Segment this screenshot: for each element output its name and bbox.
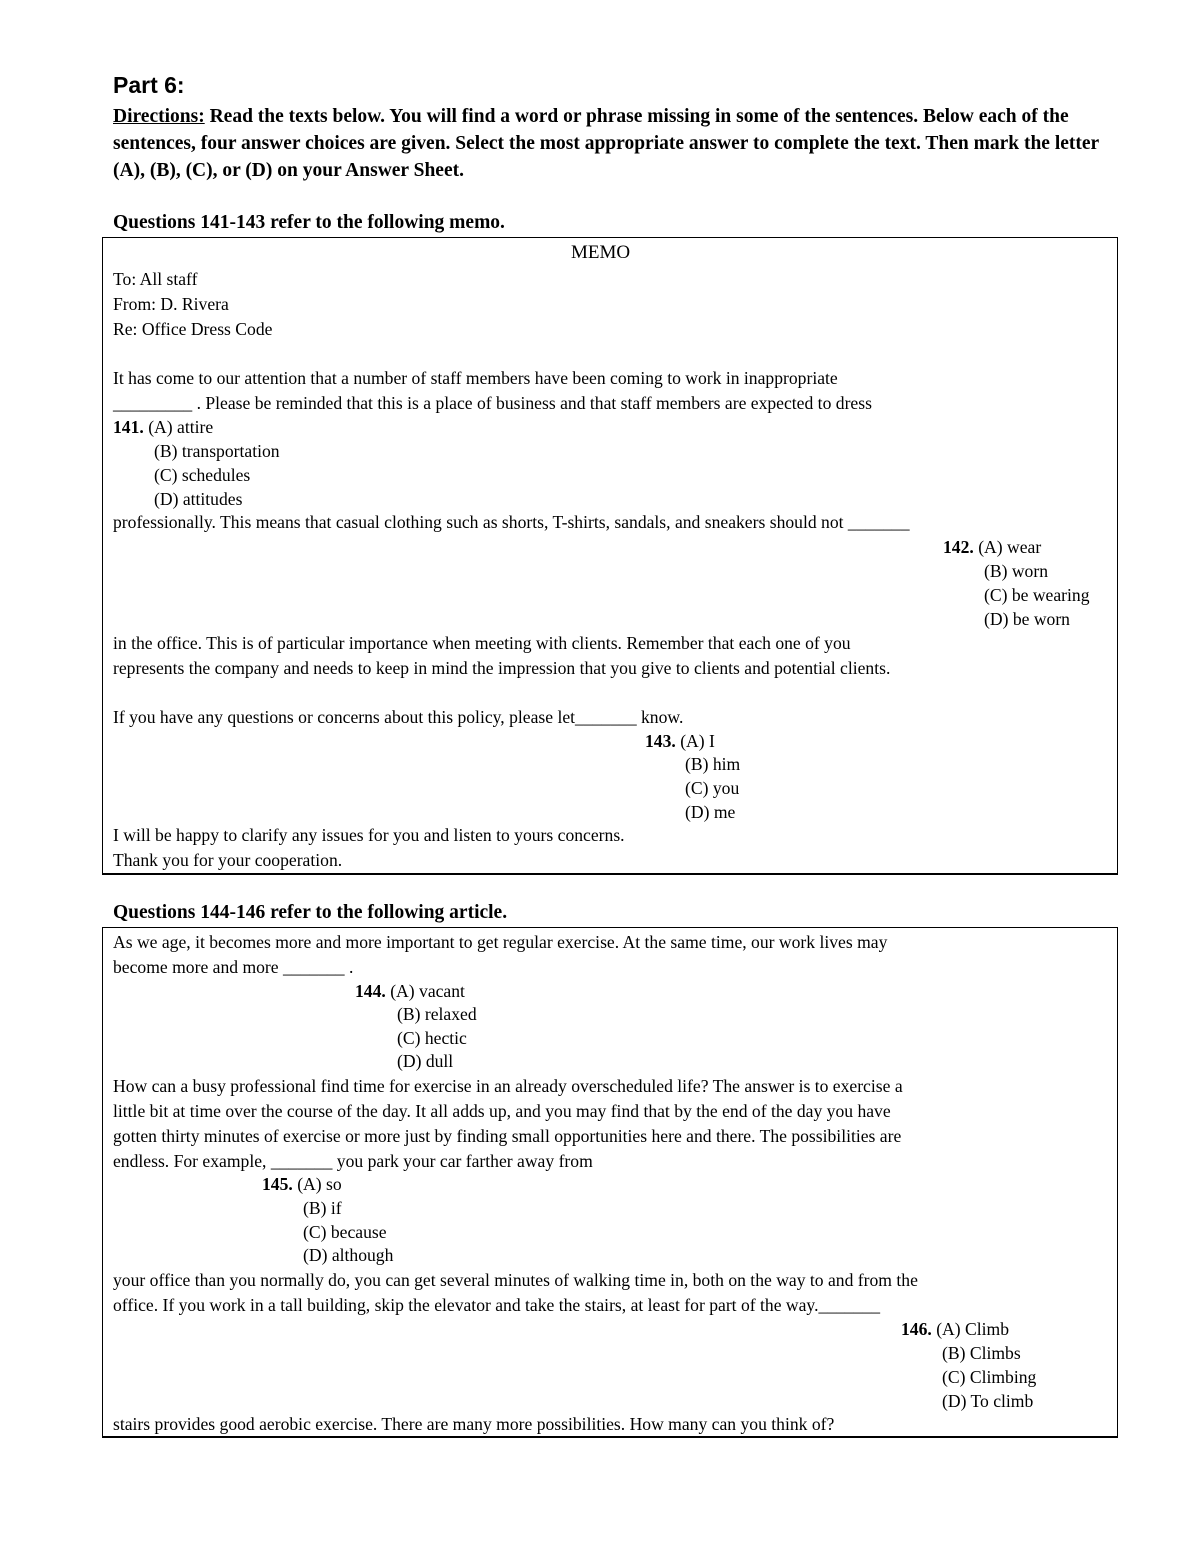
question-142-number: 142. [943,537,974,557]
question-145-option-b: (B) if [303,1198,342,1218]
memo-paragraph-line: Thank you for your cooperation. [113,850,343,870]
question-144-option-a: 144. (A) vacant [355,981,465,1001]
article-paragraph-line: become more and more _______ . [113,957,354,977]
question-146-option-d: (D) To climb [942,1391,1034,1411]
directions [113,103,1113,184]
question-142-option-a: 142. (A) wear [943,537,1042,557]
article-paragraph-line: As we age, it becomes more and more important to get regular exercise. At the same time, our work lives may [113,932,888,952]
memo-paragraph-line: professionally. This means that casual clothing such as shorts, T-shirts, sandals, and sneakers should not _______ [113,512,910,532]
memo-re: Re: Office Dress Code [113,319,273,339]
question-145-option-d: (D) although [303,1245,394,1265]
question-141-option-a: 141. (A) attire [113,417,214,437]
memo-paragraph-line: I will be happy to clarify any issues for you and listen to yours concerns. [113,825,625,845]
question-144-number: 144. [355,981,386,1001]
question-144-option-b: (B) relaxed [397,1004,477,1024]
article-paragraph-line: How can a busy professional find time for exercise in an already overscheduled life? The answer is to exercise a [113,1076,903,1096]
memo-heading: Questions 141-143 refer to the following memo. [113,212,505,233]
article-paragraph-line: little bit at time over the course of the day. It all adds up, and you may find that by the end of the day you have [113,1101,891,1121]
question-143-number: 143. [645,731,676,751]
question-141-option-b: (B) transportation [154,441,280,461]
question-146-option-b: (B) Climbs [942,1343,1021,1363]
question-142-option-c: (C) be wearing [984,585,1090,605]
question-145-number: 145. [262,1174,293,1194]
memo-paragraph-line: _________ . Please be reminded that this is a place of business and that staff members are expected to dress [113,393,872,413]
question-141-option-c: (C) schedules [154,465,251,485]
memo-paragraph-line: in the office. This is of particular importance when meeting with clients. Remember that each one of you [113,633,851,653]
question-145-option-c: (C) because [303,1222,387,1242]
directions-label: Directions: [113,106,205,127]
directions-text: Read the texts below. You will find a word or phrase missing in some of the sentences. Below each of the sentences, four answer choices are given. Select the most appropriate answer to complete the text. Then mark the letter (A), (B), (C), or (D) on your Answer Sheet. [113,106,1099,181]
article-heading: Questions 144-146 refer to the following article. [113,902,508,923]
question-141-option-d: (D) attitudes [154,489,243,509]
question-146-option-c: (C) Climbing [942,1367,1037,1387]
question-142-option-d: (D) be worn [984,609,1070,629]
memo-title: MEMO [571,242,631,263]
part-title: Part 6: [113,72,185,98]
question-143-option-b: (B) him [685,754,741,774]
memo-paragraph-line: represents the company and needs to keep in mind the impression that you give to clients and potential clients. [113,658,891,678]
memo-to: To: All staff [113,269,198,289]
memo-paragraph-line: If you have any questions or concerns about this policy, please let_______ know. [113,707,684,727]
article-paragraph-line: stairs provides good aerobic exercise. There are many more possibilities. How many can you think of? [113,1414,835,1434]
article-paragraph-line: office. If you work in a tall building, skip the elevator and take the stairs, at least for part of the way._______ [113,1295,881,1315]
question-143-option-d: (D) me [685,802,736,822]
article-box [102,927,1118,1438]
memo-box [102,237,1118,875]
question-141-number: 141. [113,417,144,437]
question-142-option-b: (B) worn [984,561,1049,581]
memo-from: From: D. Rivera [113,294,229,314]
question-144-option-c: (C) hectic [397,1028,467,1048]
question-146-number: 146. [901,1319,932,1339]
article-paragraph-line: your office than you normally do, you can get several minutes of walking time in, both on the way to and from the [113,1270,918,1290]
question-143-option-c: (C) you [685,778,740,798]
question-146-option-a: 146. (A) Climb [901,1319,1010,1339]
question-143-option-a: 143. (A) I [645,731,715,751]
article-paragraph-line: endless. For example, _______ you park your car farther away from [113,1151,593,1171]
question-145-option-a: 145. (A) so [262,1174,342,1194]
article-paragraph-line: gotten thirty minutes of exercise or more just by finding small opportunities here and there. The possibilities are [113,1126,902,1146]
question-144-option-d: (D) dull [397,1051,454,1071]
memo-paragraph-line: It has come to our attention that a number of staff members have been coming to work in inappropriate [113,368,838,388]
